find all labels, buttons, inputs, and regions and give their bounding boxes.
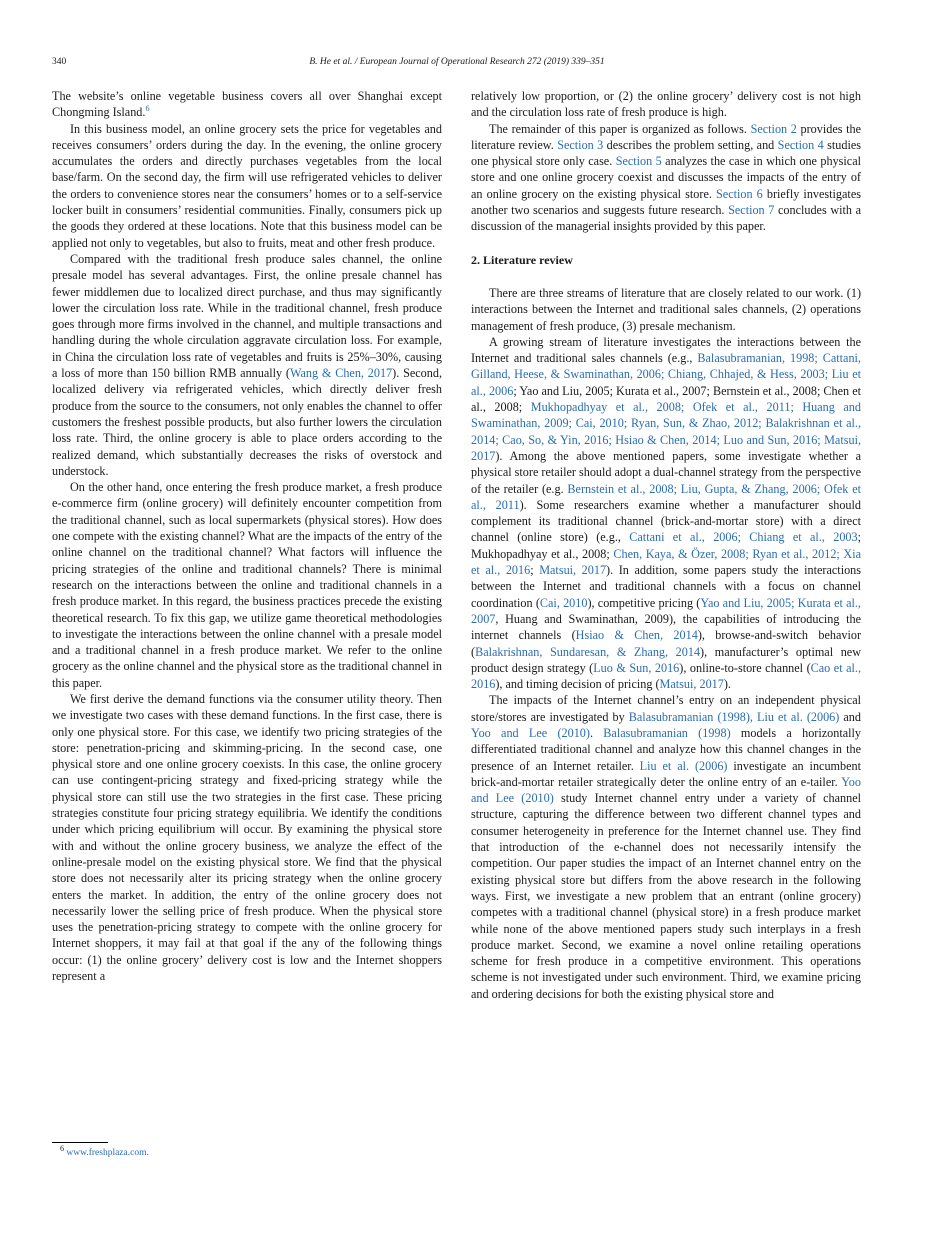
paragraph: We first derive the demand functions via the consumer utility theory. Then we investigate two cases with these demand functions. In the first case, there is only one physical store. For this case, we identify two pricing strategies of the store: penetration-pricing and skimming-pricing. In the second case, one physical store and one online grocery coexists. In this case, the online grocery can use contingent-pricing strategy and fixed-pricing strategy while the physical store can still use the two strategies in the first case. These pricing strategies constitute four pricing strategy equilibria. We identify the conditions under which pricing equilibrium will occur. By examining the physical store with and without the online grocery business, we analyze the effect of the online-presale model on the existing physical store. We find that the physical store does not necessarily alter its pricing strategy when the online grocery enters the market. In addition, the entry of the online grocery does not necessarily lower the selling price of fresh produce. When the physical store uses the penetration-pricing strategy to compete with the online grocery for Internet shoppers, it may fail at that goal if the any of the following things occur: (1) the online grocery’ delivery cost is low and the Internet shoppers represent a <box>52 691 442 984</box>
citation-link[interactable]: Hsiao & Chen, 2014 <box>575 628 698 643</box>
left-column <box>52 88 442 984</box>
citation-link[interactable]: Cao et al., 2016 <box>471 660 861 692</box>
citation-link[interactable]: Luo & Sun, 2016 <box>593 660 680 675</box>
section-link[interactable]: Section 3 <box>557 137 604 152</box>
citation-link[interactable]: Balasubramanian (1998), Liu et al. (2006) <box>628 709 840 724</box>
footnote-marker: 6 <box>60 1143 64 1153</box>
citation-link[interactable]: Balasubramanian, 1998; Cattani, Gilland, Heese, & Swaminathan, 2006; Chiang, Chhajed, & Hess, 2003; Liu et al., 2006 <box>471 351 861 398</box>
footnote-divider <box>52 1142 108 1143</box>
section-link[interactable]: Section 7 <box>728 203 775 218</box>
paragraph: relatively low proportion, or (2) the online grocery’ delivery cost is not high and the circulation loss rate of fresh produce is high. <box>471 89 861 120</box>
citation-link[interactable]: Yoo and Lee (2010) <box>471 725 590 740</box>
citation-link[interactable]: Liu et al. (2006) <box>639 758 728 773</box>
section-heading: 2. Literature review <box>471 252 573 267</box>
section-link[interactable]: Section 5 <box>615 154 662 169</box>
citation-link[interactable]: Cai, 2010 <box>539 595 588 610</box>
page-number: 340 <box>52 57 67 67</box>
running-title: B. He et al. / European Journal of Operational Research 272 (2019) 339–351 <box>309 57 605 67</box>
citation-link[interactable]: Bernstein et al., 2008; Liu, Gupta, & Zhang, 2006; Ofek et al., 2011 <box>471 481 861 512</box>
footnote-ref[interactable]: 6 <box>145 104 150 114</box>
citation-link[interactable]: Yao and Liu, 2005; Kurata et al., 2007 <box>471 595 861 626</box>
paragraph: A growing stream of literature investigates the interactions between the Internet and traditional sales channels (e.g., Balasubramanian, 1998; Cattani, Gilland, Heese, & Swaminathan, 2006; Chiang, Chhajed, & Hess, 2003; Liu et al., 2006; Yao and Liu, 2005; Kurata et al., 2007; Bernstein et al., 2008; Chen et al., 2008; Mukhopadhyay et al., 2008; Ofek et al., 2011; Huang and Swaminathan, 2009; Cai, 2010; Ryan, Sun, & Zhao, 2012; Balakrishnan et al., 2014; Cao, So, & Yin, 2016; Hsiao & Chen, 2014; Luo and Sun, 2016; Matsui, 2017). Among the above mentioned papers, some investigate whether a physical store retailer should adopt a dual-channel strategy from the perspective of the retailer (e.g. Bernstein et al., 2008; Liu, Gupta, & Zhang, 2006; Ofek et al., 2011). Some researchers examine whether a manufacturer should complement its traditional channel (brick-and-mortar store) with a direct channel (online store) (e.g., Cattani et al., 2006; Chiang et al., 2003; Mukhopadhyay et al., 2008; Chen, Kaya, & Özer, 2008; Ryan et al., 2012; Xia et al., 2016; Matsui, 2017). In addition, some papers study the interactions between the Internet and traditional channels with a focus on channel coordination (Cai, 2010), competitive pricing (Yao and Liu, 2005; Kurata et al., 2007, Huang and Swaminathan, 2009), the capabilities of introducing the internet channels (Hsiao & Chen, 2014), browse-and-switch behavior (Balakrishnan, Sundaresan, & Zhang, 2014), manufacturer’s optimal new product design strategy (Luo & Sun, 2016), online-to-store channel (Cao et al., 2016), and timing decision of pricing (Matsui, 2017). <box>471 334 862 692</box>
running-header <box>52 57 862 71</box>
section-link[interactable]: Section 4 <box>777 137 824 152</box>
paragraph: On the other hand, once entering the fresh produce market, a fresh produce e-commerce firm (online grocery) will definitely encounter competition from the traditional channel, such as local supermarkets (physical stores). How does one compete with the existing channel? What are the impacts of the entry of the online channel on the traditional channel? What factors will influence the pricing strategies of the online and traditional channels? There is minimal research on the interactions between the online and traditional channels in a fresh produce market. In this regard, the business practices precede the existing theoretical research. To fix this gap, we utilize game theoretical methodologies to investigate the interactions between the online channel with a presale model and a traditional channel in a fresh produce market. We refer to the online grocery as the online channel and the physical store as the traditional channel in this paper. <box>52 480 442 690</box>
section-link[interactable]: Section 6 <box>716 186 763 201</box>
paragraph: The website’s online vegetable business covers all over Shanghai except Chongming Island.$^6$ <box>52 89 442 120</box>
citation-link[interactable]: Yoo and Lee (2010) <box>471 774 861 806</box>
paragraph: Compared with the traditional fresh produce sales channel, the online presale model has several advantages. First, the online presale channel has fewer middlemen due to localized direct purchase, and thus may significantly lower the circulation loss rate. While in the traditional channel, fresh produce goes through more firms involved in the channel, and multiple transactions and handling during the whole circulation aggravate circulation loss. For example, in China the circulation loss rate of vegetables and fruits is 25%–30%, causing a loss of more than 150 billion RMB annually (Wang & Chen, 2017). Second, localized delivery via refrigerated vehicles, which directly deliver fresh produce from the source to the consumers, not only enables the channel to offer customers the freshest possible products, but also further lowers the circulation loss rate. Third, the online grocery is able to place orders according to the realized demand, which substantially decreases the risks of overstock and understock. <box>52 251 442 478</box>
citation-link[interactable]: Balasubramanian (1998) <box>603 725 731 740</box>
paragraph: The impacts of the Internet channel’s entry on an independent physical store/stores are investigated by Balasubramanian (1998), Liu et al. (2006) and Yoo and Lee (2010). Balasubramanian (1998) models a horizontally differentiated traditional channel and analyze how this channel changes in the presence of an Internet retailer. Liu et al. (2006) investigate an incumbent brick-and-mortar retailer strategically deter the online entry of an e-tailer. Yoo and Lee (2010) study Internet channel entry under a variety of channel structure, capturing the difference between two different channel types and consumer heterogeneity in preference for the Internet channel use. They find that introduction of the e-channel does not necessarily intensify the competition. Our paper studies the impact of an Internet channel entry on the existing physical store but differs from the above research in the following ways. First, we investigate a new problem that an entrant (online grocery) competes with a traditional channel (physical store) in a fresh produce market while none of the above mentioned papers study such interplays in a fresh produce market. Second, we examine a novel online retailing operations scheme for fresh produce in a competitive environment. This operations scheme is not investigated under such environment. Third, we examine pricing and ordering decisions for both the existing physical store and <box>471 693 862 1001</box>
citation-link[interactable]: Cattani et al., 2006; Chiang et al., 2003 <box>629 530 858 545</box>
citation-link[interactable]: Matsui, 2017 <box>659 677 724 692</box>
citation-link[interactable]: Wang & Chen, 2017 <box>290 366 393 381</box>
footnote-link[interactable]: www.freshplaza.com. <box>66 1148 149 1158</box>
citation-link[interactable]: Matsui, 2017 <box>539 563 607 578</box>
paragraph: In this business model, an online grocery sets the price for vegetables and receives consumers’ orders during the day. In the evening, the online grocery accumulates the orders and directly purchases vegetables from the local base/farm. On the second day, the firm will use refrigerated vehicles to deliver the orders to convenience stores near the consumers’ homes or to a self-service locker built in consumers’ residential communities. Finally, consumers pick up the goods they ordered at these locations. Note that this business model can be applied not only to vegetables, but also to fruits, meat and other fresh produce. <box>52 121 442 250</box>
paragraph: The remainder of this paper is organized as follows. Section 2 provides the literature review. Section 3 describes the problem setting, and Section 4 studies one physical store only case. Section 5 analyzes the case in which one physical store and one online grocery coexist and discusses the impacts of the entry of an online grocery on the existing physical store. Section 6 briefly investigates another two scenarios and suggests future research. Section 7 concludes with a discussion of the managerial insights provided by this paper. <box>471 121 862 234</box>
section-link[interactable]: Section 2 <box>750 121 797 136</box>
paragraph: There are three streams of literature that are closely related to our work. (1) interactions between the Internet and traditional sales channels, (2) operations management of fresh produce, (3) presale mechanism. <box>471 285 861 333</box>
citation-link[interactable]: Balakrishnan, Sundaresan, & Zhang, 2014 <box>475 644 701 659</box>
citation-link[interactable]: Mukhopadhyay et al., 2008; Ofek et al., 2011; Huang and Swaminathan, 2009; Cai, 2010; Ryan, Sun, & Zhao, 2012; Balakrishnan et al., 2014; Cao, So, & Yin, 2016; Hsiao & Chen, 2014; Luo and Sun, 2016; Matsui, 2017 <box>471 400 861 463</box>
footnote <box>60 1143 149 1158</box>
citation-link[interactable]: Chen, Kaya, & Özer, 2008; Ryan et al., 2012; Xia et al., 2016 <box>471 546 862 578</box>
right-column <box>471 88 861 1002</box>
